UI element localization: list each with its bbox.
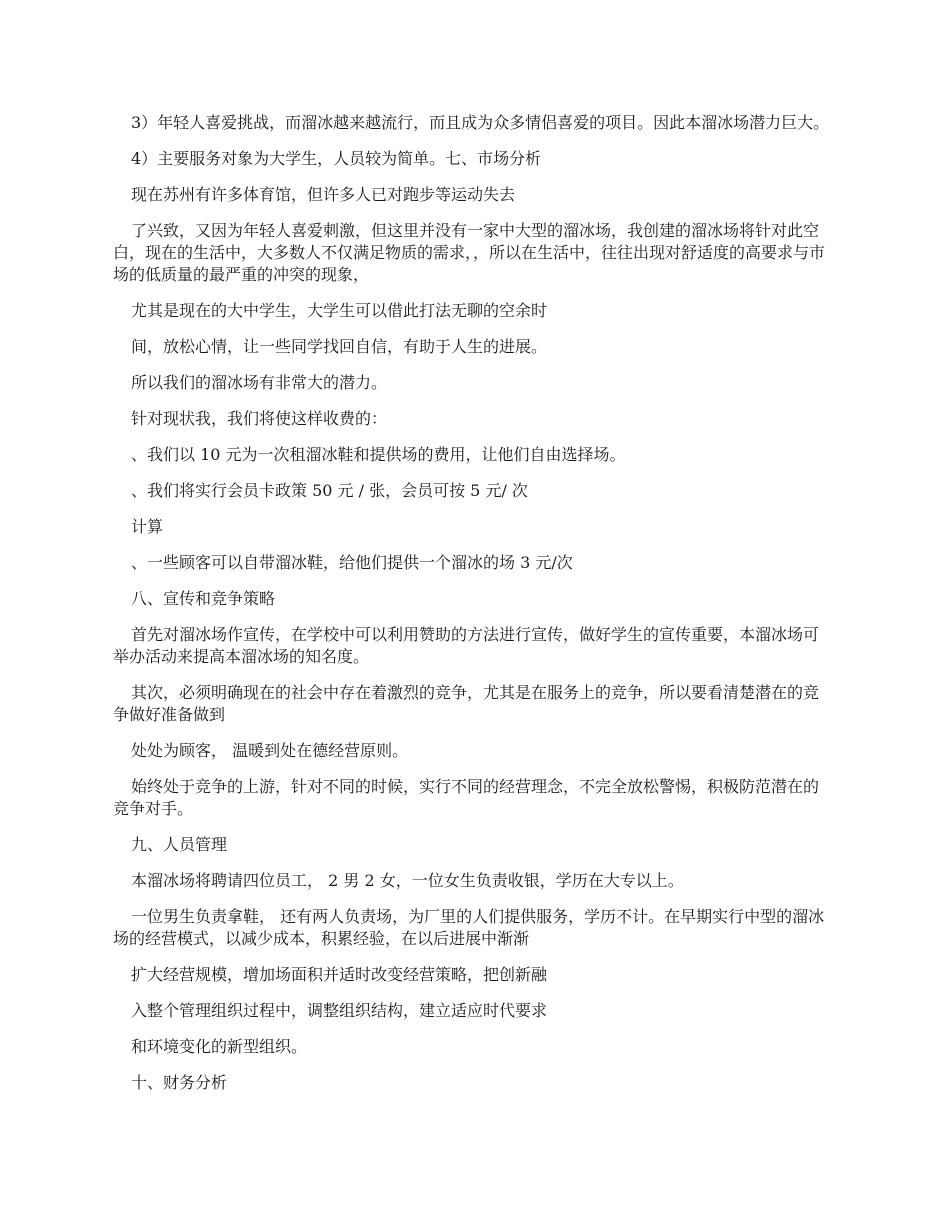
paragraph-17: 始终处于竞争的上游，针对不同的时候，实行不同的经营理念，不完全放松警惕，积极防范潜在的竞争对手。 <box>113 777 820 818</box>
paragraph-20: 一位男生负责拿鞋， 还有两人负责场，为厂里的人们提供服务，学历不计。在早期实行中型的溜冰场的经营模式，以减少成本，积累经验，在以后进展中渐渐 <box>113 907 825 948</box>
paragraph-3: 现在苏州有许多体育馆，但许多人已对跑步等运动失去 <box>131 185 516 204</box>
section-heading-8: 八、宣传和竞争策略 <box>131 589 276 608</box>
paragraph-12: 、一些顾客可以自带溜冰鞋，给他们提供一个溜冰的场 3 元/次 <box>131 553 573 572</box>
paragraph-8: 针对现状我，我们将使这样收费的： <box>131 409 388 428</box>
paragraph-14: 首先对溜冰场作宣传，在学校中可以利用赞助的方法进行宣传，做好学生的宣传重要，本溜冰场可举办活动来提高本溜冰场的知名度。 <box>113 625 820 666</box>
paragraph-11: 计算 <box>131 517 164 536</box>
paragraph-16: 处处为顾客， 温暖到处在德经营原则。 <box>131 741 409 760</box>
paragraph-10: 、我们将实行会员卡政策 50 元 / 张，会员可按 5 元/ 次 <box>131 481 528 500</box>
paragraph-2: 4）主要服务对象为大学生，人员较为简单。七、市场分析 <box>131 149 542 168</box>
paragraph-22: 入整个管理组织过程中，调整组织结构，建立适应时代要求 <box>131 1001 548 1020</box>
paragraph-23: 和环境变化的新型组织。 <box>131 1037 308 1056</box>
paragraph-9: 、我们以 10 元为一次租溜冰鞋和提供场的费用，让他们自由选择场。 <box>131 445 626 464</box>
paragraph-1: 3）年轻人喜爱挑战，而溜冰越来越流行，而且成为众多情侣喜爱的项目。因此本溜冰场潜力巨大。 <box>131 113 830 132</box>
paragraph-21: 扩大经营规模，增加场面积并适时改变经营策略，把创新融 <box>131 965 548 984</box>
section-heading-9: 九、人员管理 <box>131 835 228 854</box>
paragraph-6: 间，放松心情，让一些同学找回自信，有助于人生的进展。 <box>131 337 548 356</box>
paragraph-15: 其次，必须明确现在的社会中存在着激烈的竞争，尤其是在服务上的竞争，所以要看清楚潜在的竞争做好准备做到 <box>113 683 820 724</box>
paragraph-19: 本溜冰场将聘请四位员工， 2 男 2 女，一位女生负责收银，学历在大专以上。 <box>131 871 684 890</box>
section-heading-10: 十、财务分析 <box>131 1073 228 1092</box>
paragraph-7: 所以我们的溜冰场有非常大的潜力。 <box>131 373 388 392</box>
paragraph-4: 了兴致，又因为年轻人喜爱刺激，但这里并没有一家中大型的溜冰场，我创建的溜冰场将针对此空白，现在的生活中，大多数人不仅满足物质的需求，，所以在生活中，往往出现对舒适度的高要求与市场的低质量的最严重的冲突的现象， <box>113 221 826 284</box>
paragraph-5: 尤其是现在的大中学生，大学生可以借此打法无聊的空余时 <box>131 301 548 320</box>
